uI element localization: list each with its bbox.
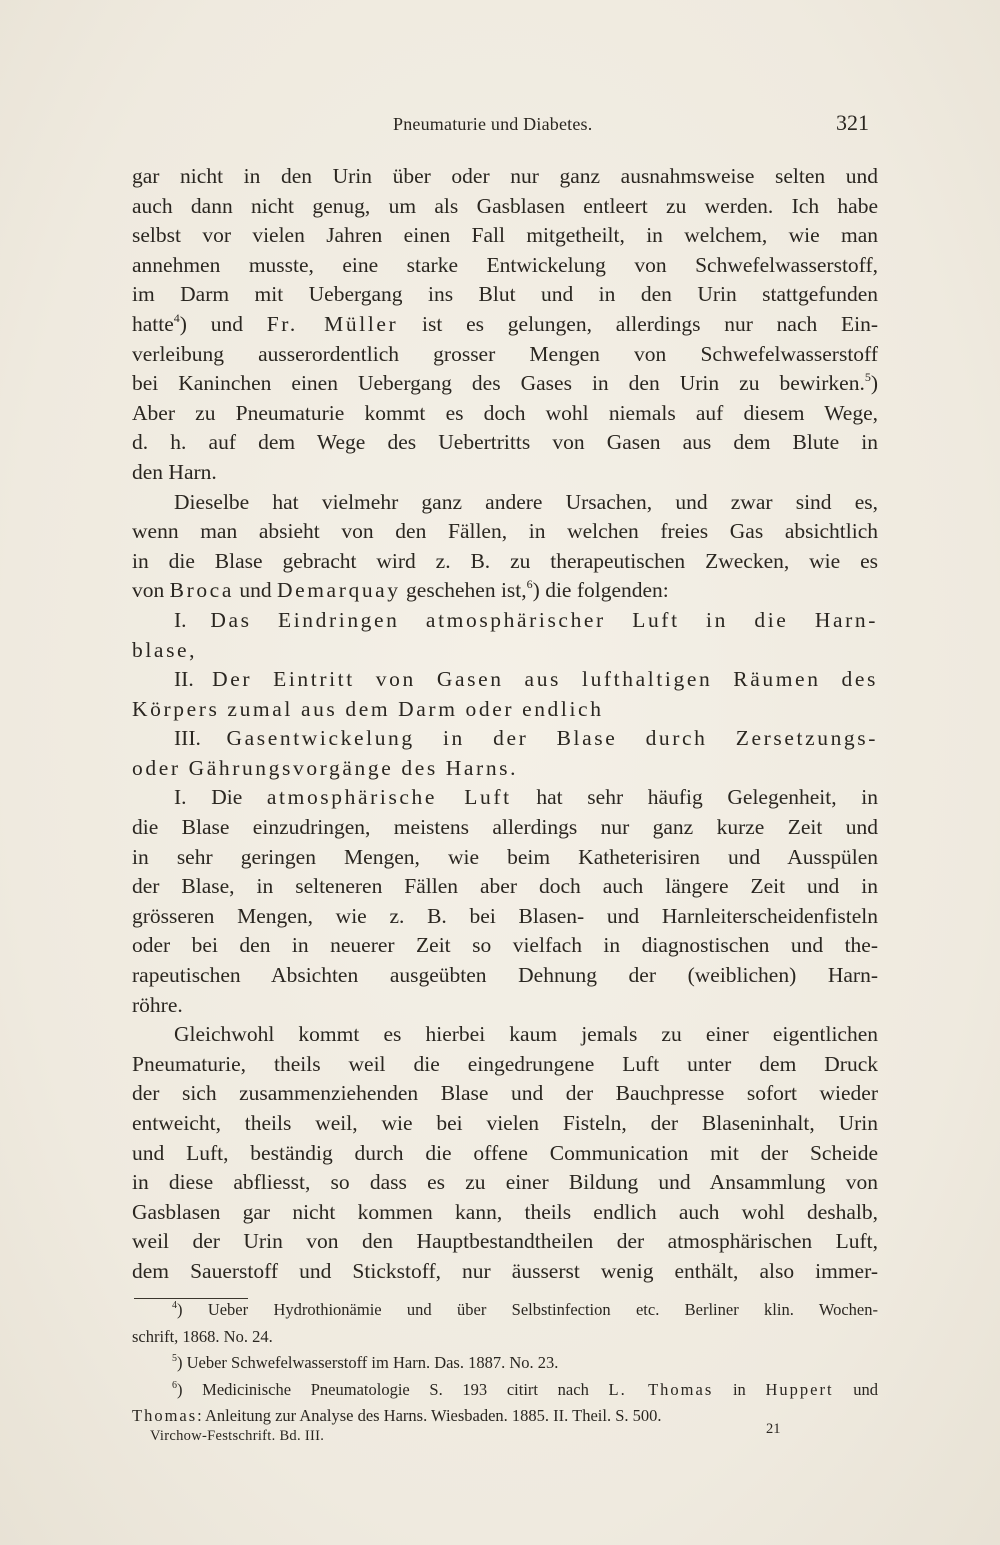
text-line: II. Der Eintritt von Gasen aus lufthaltigen Räumen des: [174, 667, 878, 692]
text-line: [132, 754, 878, 784]
footnote-marker: 5: [172, 1353, 177, 1364]
spaced-heading: blase,: [132, 637, 198, 662]
text-line: hatte$^4$) und Fr. Müller ist es gelungen, allerdings nur nach Ein-: [132, 310, 878, 336]
text-line: oder bei den in neuerer Zeit so vielfach in diagnostischen und the-: [132, 933, 878, 958]
footnote-line: $^6$) Medicinische Pneumatologie S. 193 citirt nach L. Thomas in Huppert und: [172, 1379, 878, 1399]
spaced-heading: Das Eindringen atmosphärischer Luft in die Harn-: [210, 607, 878, 632]
text-line: wenn man absieht von den Fällen, in welchen freies Gas absichtlich: [132, 519, 878, 544]
footnote-line: $^4$) Ueber Hydrothionämie und über Selbstinfection etc. Berliner klin. Wochen-: [172, 1300, 878, 1319]
text-line: und Luft, beständig durch die offene Communication mit der Scheide: [132, 1140, 878, 1165]
text-line: der sich zusammenziehenden Blase und der Bauchpresse sofort wieder: [132, 1081, 878, 1106]
text-line: in die Blase gebracht wird z. B. zu therapeutischen Zwecken, wie es: [132, 548, 878, 573]
footnote-marker: 4: [172, 1300, 177, 1311]
text-line: Gleichwohl kommt es hierbei kaum jemals zu einer eigentlichen: [174, 1022, 878, 1047]
footnote-line: Thomas: Anleitung zur Analyse des Harns. Wiesbaden. 1885. II. Theil. S. 500.: [132, 1406, 662, 1425]
author-name: Huppert: [765, 1379, 834, 1399]
text-line: dem Sauerstoff und Stickstoff, nur äusserst wenig enthält, also immer-: [132, 1258, 878, 1283]
text-line: I. Die atmosphärische Luft hat sehr häufig Gelegenheit, in: [174, 785, 878, 810]
page-number: 321: [836, 110, 869, 135]
text-line: Pneumaturie, theils weil die eingedrungene Luft unter dem Druck: [132, 1051, 878, 1076]
text-line: der Blase, in selteneren Fällen aber doch auch längere Zeit und in: [132, 874, 878, 899]
spaced-heading: Gasentwickelung in der Blase durch Zersetzungs-: [226, 726, 878, 751]
text-line: entweicht, theils weil, wie bei vielen Fisteln, der Blaseninhalt, Urin: [132, 1111, 878, 1135]
footnote-line: schrift, 1868. No. 24.: [132, 1326, 273, 1346]
author-name: Thomas: [132, 1406, 198, 1425]
text-line: I. Das Eindringen atmosphärischer Luft in die Harn-: [174, 607, 878, 632]
text-line: grösseren Mengen, wie z. B. bei Blasen- und Harnleiterscheidenfisteln: [132, 903, 878, 928]
text-line: weil der Urin von den Hauptbestandtheilen der atmosphärischen Luft,: [132, 1229, 878, 1254]
author-name: L. Thomas: [608, 1379, 714, 1399]
text-line: bei Kaninchen einen Uebergang des Gases in den Urin zu bewirken.$^5$): [132, 370, 878, 396]
footnote-ref: 6: [526, 577, 533, 592]
text-line: Aber zu Pneumaturie kommt es doch wohl niemals auf diesem Wege,: [132, 400, 878, 425]
text-line: gar nicht in den Urin über oder nur ganz ausnahmsweise selten und: [132, 164, 878, 188]
author-name: Demarquay: [276, 578, 401, 603]
text-line: röhre.: [132, 992, 183, 1017]
text-line: in diese abfliesst, so dass es zu einer Bildung und Ansammlung von: [132, 1170, 878, 1195]
footnotes: [132, 1297, 878, 1430]
text-line: auch dann nicht genug, um als Gasblasen entleert zu werden. Ich habe: [132, 193, 878, 218]
spaced-heading: atmosphärische Luft: [266, 785, 512, 810]
text-line: d. h. auf dem Wege des Uebertritts von Gasen aus dem Blute in: [132, 430, 878, 455]
text-line: Dieselbe hat vielmehr ganz andere Ursachen, und zwar sind es,: [174, 489, 878, 514]
spaced-heading: Körpers zumal aus dem Darm oder endlich: [132, 696, 604, 721]
text-line: Gasblasen gar nicht kommen kann, theils endlich auch wohl deshalb,: [132, 1199, 878, 1224]
signature-line: Virchow-Festschrift. Bd. III.: [150, 1428, 325, 1444]
text-line: [132, 636, 878, 666]
running-head: [0, 110, 1000, 140]
text-line: annehmen musste, eine starke Entwickelung von Schwefelwasserstoff,: [132, 252, 878, 277]
text-line: im Darm mit Uebergang ins Blut und in den Urin stattgefunden: [132, 282, 878, 307]
footnote-marker: 6: [172, 1379, 177, 1391]
footnote-ref: 5: [864, 370, 871, 385]
text-line: selbst vor vielen Jahren einen Fall mitgetheilt, in welchem, wie man: [132, 223, 878, 248]
author-name: Broca: [169, 578, 234, 603]
body-text: [132, 162, 878, 1287]
running-title: Pneumaturie und Diabetes.: [393, 114, 593, 134]
spaced-heading: oder Gährungsvorgänge des Harns.: [132, 755, 519, 780]
text-line: von Broca und Demarquay geschehen ist,$^6$) die folgenden:: [132, 577, 669, 603]
text-line: [132, 695, 878, 725]
footnote-line: $^5$) Ueber Schwefelwasserstoff im Harn. Das. 1887. No. 23.: [172, 1353, 559, 1372]
text-line: den Harn.: [132, 459, 217, 484]
text-line: verleibung ausserordentlich grosser Mengen von Schwefelwasserstoff: [132, 341, 878, 366]
footnote-ref: 4: [173, 310, 180, 325]
text-line: in sehr geringen Mengen, wie beim Katheterisiren und Ausspülen: [132, 844, 878, 869]
text-line: rapeutischen Absichten ausgeübten Dehnung der (weiblichen) Harn-: [132, 963, 878, 988]
signature-mark: 21: [766, 1421, 781, 1437]
spaced-heading: Der Eintritt von Gasen aus lufthaltigen Räumen des: [212, 667, 878, 692]
text-line: die Blase einzudringen, meistens allerdings nur ganz kurze Zeit und: [132, 815, 878, 840]
author-name: Fr. Müller: [266, 311, 399, 336]
text-line: III. Gasentwickelung in der Blase durch Zersetzungs-: [174, 726, 878, 751]
